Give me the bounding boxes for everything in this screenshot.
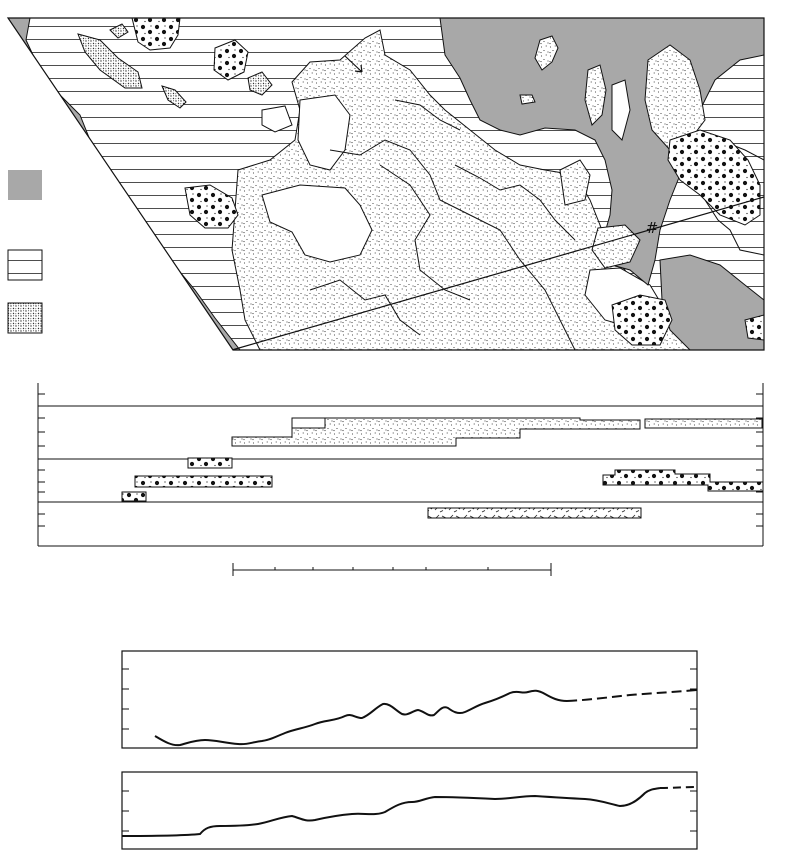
- range-chart: [38, 383, 763, 546]
- island-4: [520, 95, 535, 104]
- legend-swatch-stipple: [8, 303, 42, 333]
- range-ticks: [38, 394, 763, 526]
- profile-bottom: [122, 772, 697, 849]
- profile-bottom-solid-curve: [122, 788, 660, 836]
- profile-bottom-frame: [122, 772, 697, 849]
- legend-swatch-sea: [8, 170, 42, 200]
- profile-bottom-dashed-curve: [660, 787, 697, 788]
- range-bar-stipple-stepped: [232, 418, 640, 446]
- map-legend: [8, 170, 42, 333]
- map-marker: #: [645, 219, 659, 237]
- range-bar-dots-right: [603, 470, 763, 491]
- scale-bar: [233, 563, 551, 576]
- bigdot-unit-far-east: [745, 315, 764, 340]
- range-bar-dots-3: [122, 492, 146, 501]
- legend-swatch-lines: [8, 250, 42, 280]
- range-bar-dots-1: [188, 458, 232, 468]
- profile-top: [122, 651, 697, 748]
- profile-top-dashed-curve: [567, 690, 697, 701]
- geologic-map: [0, 0, 789, 360]
- profile-top-solid-curve: [155, 691, 567, 745]
- range-bar-stipple-right: [645, 419, 762, 428]
- profile-top-frame: [122, 651, 697, 748]
- range-bar-dashhatch: [428, 508, 641, 518]
- range-bar-dots-2: [135, 476, 272, 487]
